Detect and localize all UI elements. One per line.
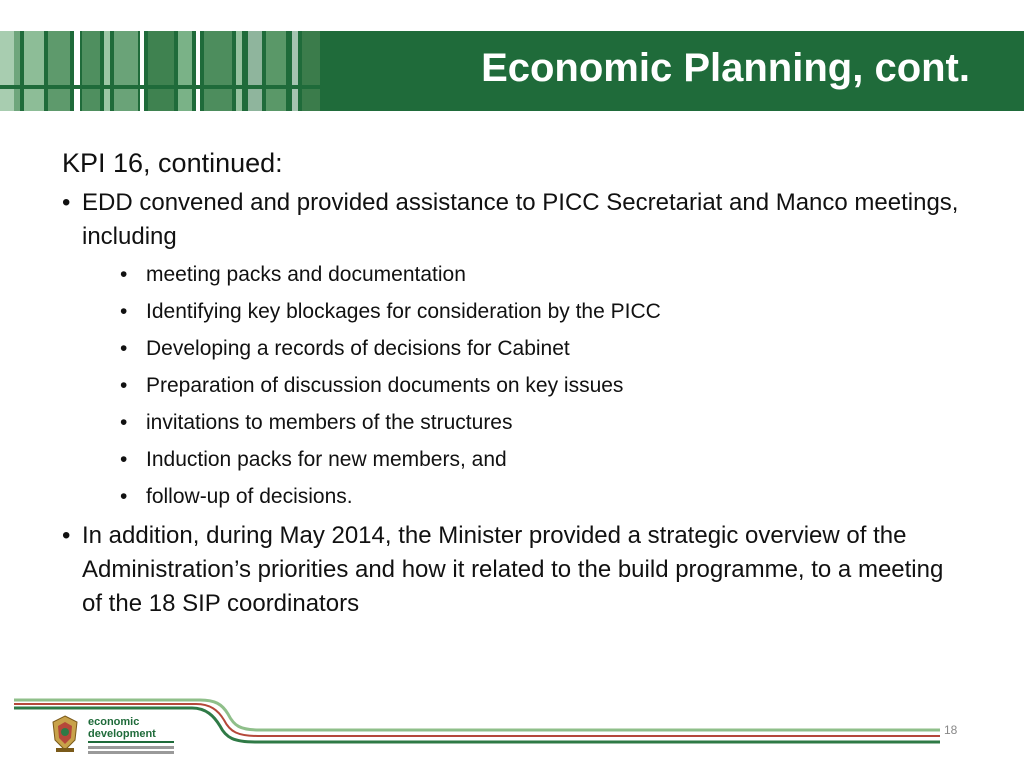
page-number: 18 (944, 723, 958, 737)
sub-bullet-text: meeting packs and documentation (146, 263, 466, 286)
logo-text-line: development (88, 728, 156, 740)
economic-development-logo (50, 714, 180, 758)
logo-text-line: economic (88, 716, 140, 728)
bullet-text: In addition, during May 2014, the Minister provided a strategic overview of the Administration’s priorities and how it related to the build programme, to a meeting of the 18 SIP coordinators (82, 522, 944, 617)
sub-bullet-text: invitations to members of the structures (146, 411, 513, 434)
sub-bullet-item: • Induction packs for new members, and (120, 448, 507, 471)
header-stripes-decoration (0, 31, 330, 111)
bullet-item-edd (62, 186, 962, 515)
logo-small-text-bar (88, 751, 174, 754)
sub-bullet-item: • meeting packs and documentation (120, 263, 466, 286)
sub-bullet-text: Induction packs for new members, and (146, 448, 507, 471)
sub-bullet-list (82, 256, 962, 515)
sub-bullet-text: Developing a records of decisions for Cabinet (146, 337, 570, 360)
sub-bullet-text: Identifying key blockages for consideration by the PICC (146, 300, 661, 323)
slide-title: Economic Planning, cont. (481, 46, 970, 90)
sub-bullet-text: Preparation of discussion documents on key issues (146, 374, 624, 397)
sub-bullet-text: follow-up of decisions. (146, 485, 353, 508)
sub-bullet-item: • follow-up of decisions. (120, 485, 353, 508)
bullet-list (62, 186, 962, 621)
sub-bullet-item: • Preparation of discussion documents on key issues (120, 374, 624, 397)
bullet-text: EDD convened and provided assistance to PICC Secretariat and Manco meetings, including (82, 189, 959, 250)
bullet-marker: • (62, 189, 71, 216)
sub-bullet-item: • Developing a records of decisions for Cabinet (120, 337, 570, 360)
slide-content (62, 146, 962, 621)
logo-small-text-bar (88, 746, 174, 749)
bullet-item-minister (62, 519, 962, 621)
sub-bullet-item: • Identifying key blockages for consideration by the PICC (120, 300, 661, 323)
logo-wordmark (88, 716, 156, 740)
logo-rule (88, 741, 174, 743)
kpi-heading: KPI 16, continued: (62, 148, 283, 178)
bullet-marker: • (62, 522, 71, 549)
coat-of-arms-icon (50, 714, 80, 754)
sub-bullet-item: • invitations to members of the structures (120, 411, 513, 434)
